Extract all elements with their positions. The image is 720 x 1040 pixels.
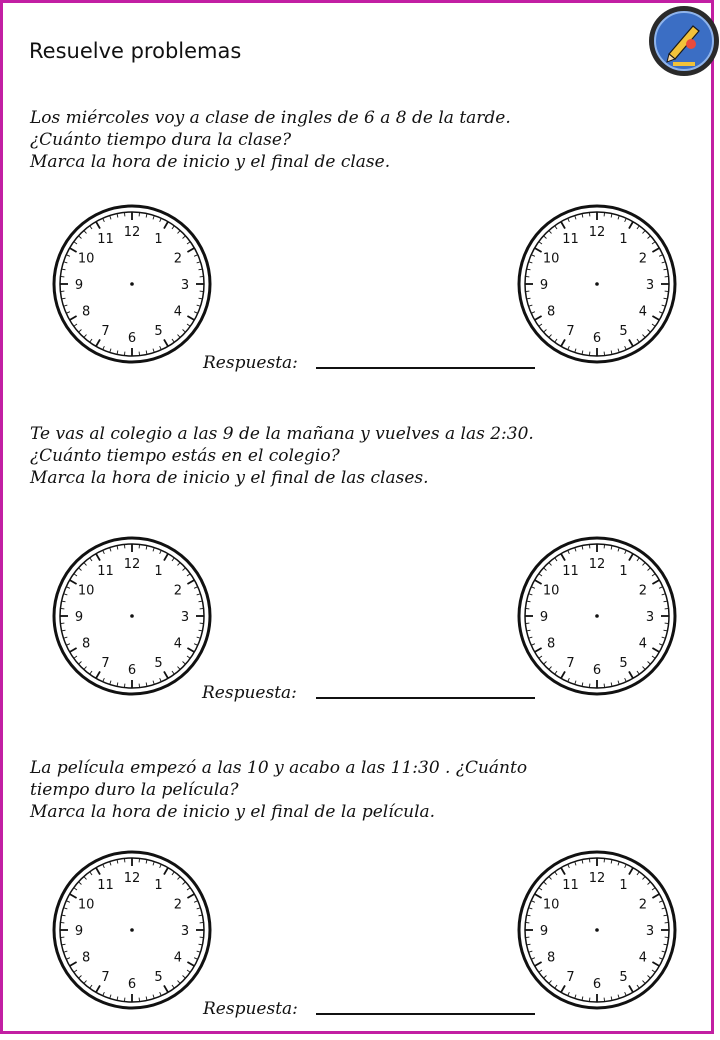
clock-number: 3 xyxy=(645,610,655,625)
clock-number: 6 xyxy=(127,977,137,992)
clock-number: 10 xyxy=(542,897,560,913)
clock-number: 8 xyxy=(81,304,91,320)
clock-number: 7 xyxy=(566,969,575,985)
clock-number: 1 xyxy=(619,564,628,580)
clock-center xyxy=(130,928,134,932)
clock-number: 12 xyxy=(123,871,141,886)
clock-number: 12 xyxy=(123,557,141,572)
problem-1-text xyxy=(30,107,511,173)
clock-number: 4 xyxy=(638,304,648,320)
clock-number: 6 xyxy=(592,331,602,346)
clock-number: 10 xyxy=(77,251,95,267)
clock-number: 1 xyxy=(619,878,628,894)
clock-number: 12 xyxy=(588,871,606,886)
problem-3-line-1: La película empezó a las 10 y acabo a las 11:30 . ¿Cuánto xyxy=(30,758,528,778)
answer-line[interactable] xyxy=(316,697,535,699)
clock-number: 12 xyxy=(123,225,141,240)
problem-1 xyxy=(3,107,717,397)
clock-number: 7 xyxy=(101,969,110,985)
clock-number: 8 xyxy=(81,636,91,652)
clock-number: 2 xyxy=(638,251,648,267)
clock-number: 2 xyxy=(173,897,183,913)
problem-1-line-3: Marca la hora de inicio y el final de clase. xyxy=(30,152,391,172)
clock-center xyxy=(595,614,599,618)
clock-number: 4 xyxy=(173,950,183,966)
clock-number: 2 xyxy=(173,583,183,599)
clock-number: 3 xyxy=(180,924,190,939)
clock-number: 3 xyxy=(180,278,190,293)
clock-start xyxy=(51,849,213,1011)
answer-label: Respuesta: xyxy=(203,999,298,1019)
answer-label: Respuesta: xyxy=(203,353,298,373)
clock-number: 11 xyxy=(562,232,579,248)
answer-line[interactable] xyxy=(316,367,535,369)
clock-start xyxy=(51,535,213,697)
clock-number: 5 xyxy=(619,969,628,985)
problem-3 xyxy=(3,757,717,1037)
clock-number: 11 xyxy=(562,878,579,894)
clock-number: 1 xyxy=(154,564,163,580)
clock-number: 3 xyxy=(645,924,655,939)
clock-number: 9 xyxy=(74,610,84,625)
clock-center xyxy=(595,928,599,932)
clock-number: 6 xyxy=(127,663,137,678)
answer-label: Respuesta: xyxy=(202,683,297,703)
clock-number: 6 xyxy=(127,331,137,346)
problem-3-line-2: tiempo duro la película? xyxy=(30,780,239,800)
clock-number: 5 xyxy=(154,323,163,339)
clock-number: 10 xyxy=(77,583,95,599)
clock-start xyxy=(51,203,213,365)
clock-number: 6 xyxy=(592,663,602,678)
clock-number: 12 xyxy=(588,557,606,572)
clock-number: 1 xyxy=(619,232,628,248)
clock-number: 2 xyxy=(638,583,648,599)
clock-number: 1 xyxy=(154,232,163,248)
clock-center xyxy=(130,614,134,618)
clock-number: 7 xyxy=(101,323,110,339)
pencil-logo-icon xyxy=(647,4,720,78)
clock-number: 11 xyxy=(97,878,114,894)
clock-number: 4 xyxy=(638,636,648,652)
clock-number: 8 xyxy=(81,950,91,966)
clock-number: 3 xyxy=(645,278,655,293)
answer-line[interactable] xyxy=(316,1013,535,1015)
clock-number: 7 xyxy=(566,323,575,339)
problem-3-line-3: Marca la hora de inicio y el final de la película. xyxy=(30,802,436,822)
clock-number: 9 xyxy=(74,278,84,293)
problem-1-line-1: Los miércoles voy a clase de ingles de 6 a 8 de la tarde. xyxy=(30,108,511,128)
clock-number: 4 xyxy=(638,950,648,966)
problem-3-text xyxy=(30,757,527,823)
clock-number: 5 xyxy=(619,323,628,339)
problem-2-line-3: Marca la hora de inicio y el final de las clases. xyxy=(30,468,429,488)
clock-number: 10 xyxy=(542,583,560,599)
clock-number: 10 xyxy=(542,251,560,267)
problem-2-line-1: Te vas al colegio a las 9 de la mañana y vuelves a las 2:30. xyxy=(30,424,534,444)
clock-number: 7 xyxy=(101,655,110,671)
clock-number: 9 xyxy=(539,924,549,939)
clock-number: 1 xyxy=(154,878,163,894)
clock-number: 4 xyxy=(173,636,183,652)
clock-number: 2 xyxy=(173,251,183,267)
clock-number: 10 xyxy=(77,897,95,913)
clock-end xyxy=(516,203,678,365)
clock-number: 11 xyxy=(97,232,114,248)
clock-number: 7 xyxy=(566,655,575,671)
clock-center xyxy=(130,282,134,286)
clock-number: 12 xyxy=(588,225,606,240)
clock-center xyxy=(595,282,599,286)
clock-end xyxy=(516,535,678,697)
clock-number: 11 xyxy=(562,564,579,580)
problem-2-text xyxy=(30,423,534,489)
clock-number: 11 xyxy=(97,564,114,580)
clock-number: 8 xyxy=(546,304,556,320)
clock-number: 9 xyxy=(539,278,549,293)
clock-end xyxy=(516,849,678,1011)
clock-number: 5 xyxy=(154,969,163,985)
problem-2-line-2: ¿Cuánto tiempo estás en el colegio? xyxy=(30,446,340,466)
clock-number: 8 xyxy=(546,950,556,966)
clock-number: 8 xyxy=(546,636,556,652)
clock-number: 6 xyxy=(592,977,602,992)
problem-2 xyxy=(3,423,717,723)
clock-number: 3 xyxy=(180,610,190,625)
page-title: Resuelve problemas xyxy=(29,39,242,63)
problem-1-line-2: ¿Cuánto tiempo dura la clase? xyxy=(30,130,292,150)
clock-number: 9 xyxy=(74,924,84,939)
clock-number: 9 xyxy=(539,610,549,625)
clock-number: 5 xyxy=(619,655,628,671)
clock-number: 4 xyxy=(173,304,183,320)
clock-number: 5 xyxy=(154,655,163,671)
clock-number: 2 xyxy=(638,897,648,913)
